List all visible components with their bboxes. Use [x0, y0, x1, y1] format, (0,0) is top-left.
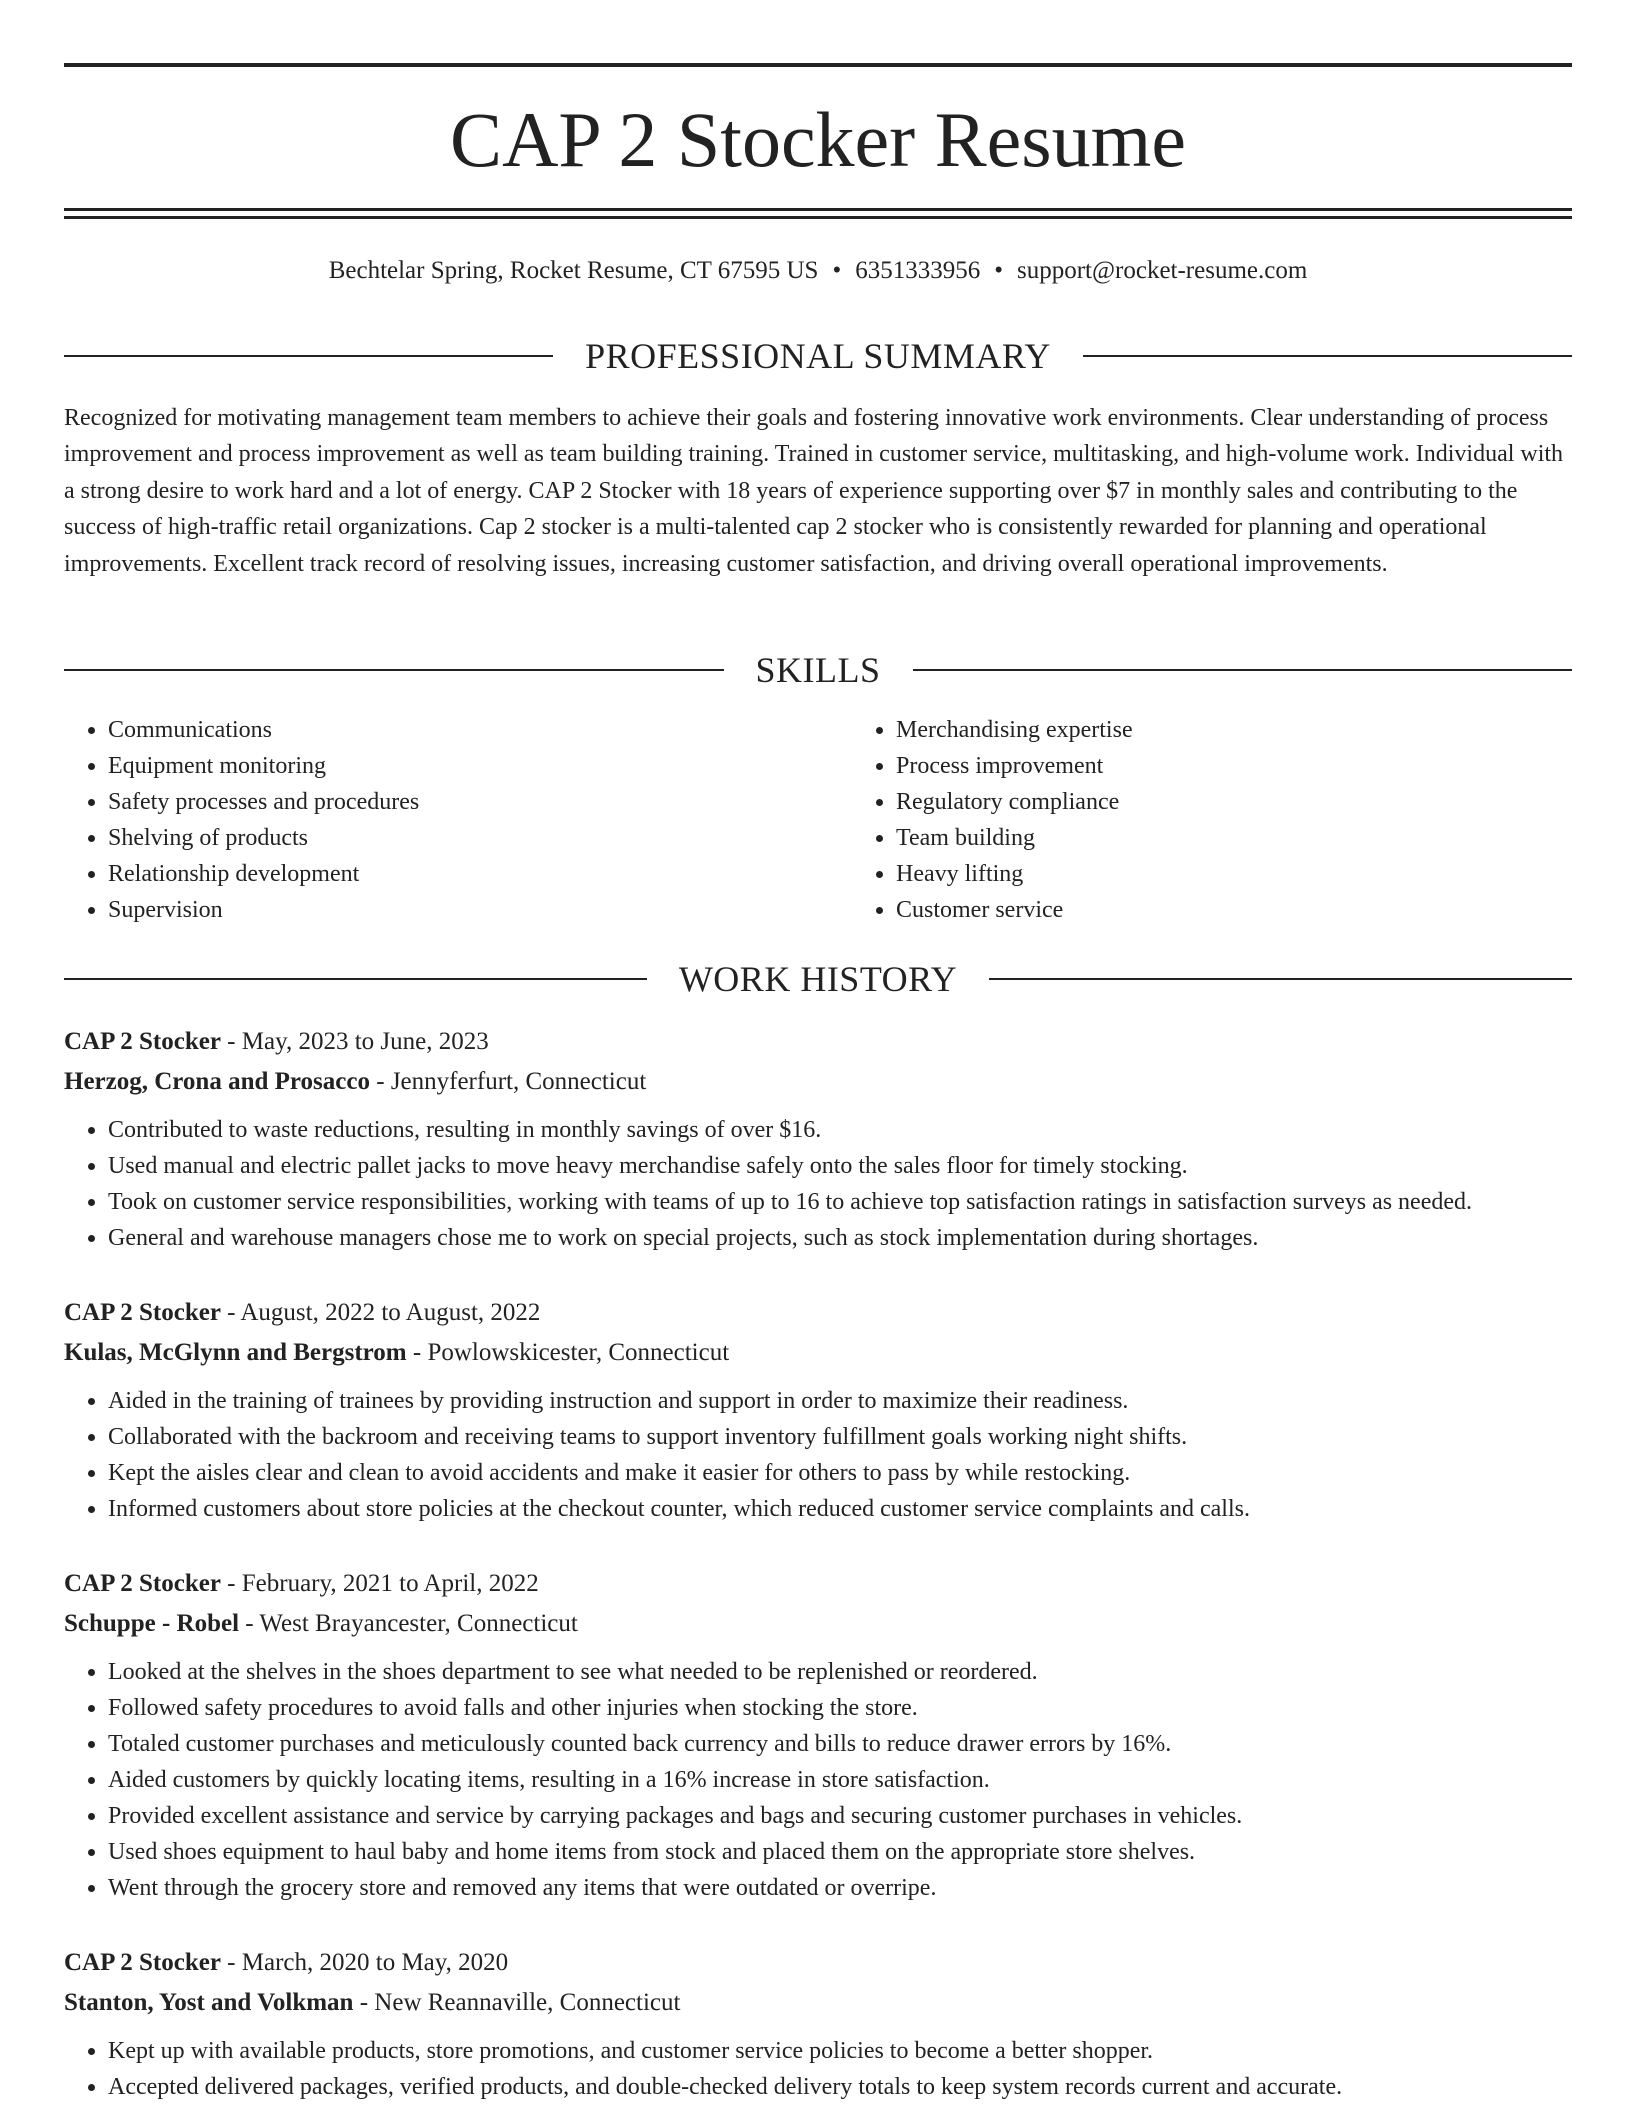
work-history-heading — [64, 957, 1572, 1001]
skills-heading — [64, 648, 1572, 692]
job-company-line: Herzog, Crona and Prosacco - Jennyferfurt, Connecticut — [64, 1068, 647, 1095]
job-bullets — [64, 1654, 1572, 1906]
summary-text: Recognized for motivating management team members to achieve their goals and fostering innovative work environments. Clear understanding of process improvement and process improvement as well as team building training. Trained in customer service, multitasking, and high-volume work. Individual with a strong desire to work hard and a lot of energy. CAP 2 Stocker with 18 years of experience supporting over $7 in monthly sales and contributing to the success of high-traffic retail organizations. Cap 2 stocker is a multi-talented cap 2 stocker who is consistently rewarded for planning and operational improvements. Excellent track record of resolving issues, increasing customer satisfaction, and driving overall operational improvements. — [64, 405, 1564, 577]
skills-column-right — [852, 712, 1596, 928]
skills-heading-label: SKILLS — [755, 650, 881, 690]
job-role-line: CAP 2 Stocker - August, 2022 to August, 2022 — [64, 1299, 541, 1326]
job-bullet: • Collaborated with the backroom and receiving teams to support inventory fulfillment goals working night shifts. — [108, 1419, 1572, 1455]
job-role-line: CAP 2 Stocker - March, 2020 to May, 2020 — [64, 1949, 509, 1976]
heading-rule-left — [64, 978, 647, 980]
skill-item: • Communications — [108, 712, 808, 748]
job-bullets — [64, 2033, 1572, 2105]
job-company-line: Kulas, McGlynn and Bergstrom - Powlowskicester, Connecticut — [64, 1339, 730, 1366]
job-role-line: CAP 2 Stocker - February, 2021 to April, 2022 — [64, 1570, 539, 1597]
job-bullet: • Aided customers by quickly locating items, resulting in a 16% increase in store satisfaction. — [108, 1762, 1572, 1798]
heading-rule-right — [913, 669, 1573, 671]
job-bullet: • Followed safety procedures to avoid falls and other injuries when stocking the store. — [108, 1690, 1572, 1726]
summary-heading-label: PROFESSIONAL SUMMARY — [585, 336, 1051, 376]
job-bullet: • Took on customer service responsibilities, working with teams of up to 16 to achieve top satisfaction ratings in satisfaction surveys as needed. — [108, 1184, 1572, 1220]
top-rule — [64, 63, 1572, 67]
heading-rule-left — [64, 669, 724, 671]
skill-item: • Shelving of products — [108, 820, 808, 856]
job-company: Herzog, Crona and Prosacco — [64, 1068, 370, 1095]
job-location: Powlowskicester, Connecticut — [427, 1339, 730, 1366]
job-bullet: • Totaled customer purchases and meticulously counted back currency and bills to reduce drawer errors by 16%. — [108, 1726, 1572, 1762]
job-bullet: • Used shoes equipment to haul baby and home items from stock and placed them on the appropriate store shelves. — [108, 1834, 1572, 1870]
title-rule-upper — [64, 208, 1572, 211]
skills-column-left — [64, 712, 808, 928]
job-bullet: • Aided in the training of trainees by providing instruction and support in order to maximize their readiness. — [108, 1383, 1572, 1419]
job-bullet: • Kept up with available products, store promotions, and customer service policies to become a better shopper. — [108, 2033, 1572, 2069]
job-company-line: Stanton, Yost and Volkman - New Reannaville, Connecticut — [64, 1989, 681, 2016]
job-bullet: • Contributed to waste reductions, resulting in monthly savings of over $16. — [108, 1112, 1572, 1148]
job-bullet: • Used manual and electric pallet jacks to move heavy merchandise safely onto the sales floor for timely stocking. — [108, 1148, 1572, 1184]
contact-phone: 6351333956 — [855, 257, 981, 284]
summary-heading — [64, 334, 1572, 378]
work-history-heading-label: WORK HISTORY — [678, 959, 958, 999]
job-title: CAP 2 Stocker — [64, 1028, 221, 1055]
job-entry — [64, 1564, 1572, 1906]
job-bullet: • Provided excellent assistance and service by carrying packages and bags and securing customer purchases in vehicles. — [108, 1798, 1572, 1834]
job-bullets — [64, 1112, 1572, 1256]
job-entry — [64, 1293, 1572, 1527]
skill-item: • Safety processes and procedures — [108, 784, 808, 820]
job-entry — [64, 1943, 1572, 2105]
skill-item: • Process improvement — [896, 748, 1596, 784]
contact-address: Bechtelar Spring, Rocket Resume, CT 67595 US — [328, 257, 819, 284]
skill-item: • Supervision — [108, 892, 808, 928]
job-bullets — [64, 1383, 1572, 1527]
job-dates: March, 2020 to May, 2020 — [241, 1949, 509, 1976]
job-location: Jennyferfurt, Connecticut — [390, 1068, 647, 1095]
job-company: Kulas, McGlynn and Bergstrom — [64, 1339, 407, 1366]
skill-item: • Merchandising expertise — [896, 712, 1596, 748]
job-bullet: • Looked at the shelves in the shoes department to see what needed to be replenished or reordered. — [108, 1654, 1572, 1690]
job-bullet: • Went through the grocery store and removed any items that were outdated or overripe. — [108, 1870, 1572, 1906]
skill-item: • Customer service — [896, 892, 1596, 928]
resume-title: CAP 2 Stocker Resume — [450, 96, 1186, 183]
job-bullet: • Accepted delivered packages, verified products, and double-checked delivery totals to keep system records current and accurate. — [108, 2069, 1572, 2105]
job-dates: May, 2023 to June, 2023 — [241, 1028, 489, 1055]
job-dates: February, 2021 to April, 2022 — [241, 1570, 539, 1597]
job-role-line: CAP 2 Stocker - May, 2023 to June, 2023 — [64, 1028, 489, 1055]
job-title: CAP 2 Stocker — [64, 1570, 221, 1597]
title-rule-lower — [64, 216, 1572, 219]
contact-separator: • — [994, 257, 1003, 284]
job-company: Schuppe - Robel — [64, 1610, 240, 1637]
job-location: West Brayancester, Connecticut — [259, 1610, 578, 1637]
job-entry — [64, 1022, 1572, 1256]
skill-item: • Team building — [896, 820, 1596, 856]
heading-rule-right — [1083, 355, 1572, 357]
contact-separator: • — [832, 257, 842, 284]
skills-list — [64, 712, 1572, 928]
job-bullet: • Informed customers about store policies at the checkout counter, which reduced customer service complaints and calls. — [108, 1491, 1572, 1527]
job-bullet: • General and warehouse managers chose me to work on special projects, such as stock implementation during shortages. — [108, 1220, 1572, 1256]
skill-item: • Relationship development — [108, 856, 808, 892]
job-dates: August, 2022 to August, 2022 — [240, 1299, 541, 1326]
job-company-line: Schuppe - Robel - West Brayancester, Connecticut — [64, 1610, 578, 1637]
skill-item: • Regulatory compliance — [896, 784, 1596, 820]
contact-email: support@rocket-resume.com — [1017, 257, 1308, 284]
job-bullet: • Kept the aisles clear and clean to avoid accidents and make it easier for others to pass by while restocking. — [108, 1455, 1572, 1491]
heading-rule-left — [64, 355, 553, 357]
contact-line — [64, 254, 1572, 288]
job-company: Stanton, Yost and Volkman — [64, 1989, 354, 2016]
job-title: CAP 2 Stocker — [64, 1299, 221, 1326]
heading-rule-right — [989, 978, 1572, 980]
skill-item: • Heavy lifting — [896, 856, 1596, 892]
skill-item: • Equipment monitoring — [108, 748, 808, 784]
job-location: New Reannaville, Connecticut — [374, 1989, 681, 2016]
job-title: CAP 2 Stocker — [64, 1949, 221, 1976]
